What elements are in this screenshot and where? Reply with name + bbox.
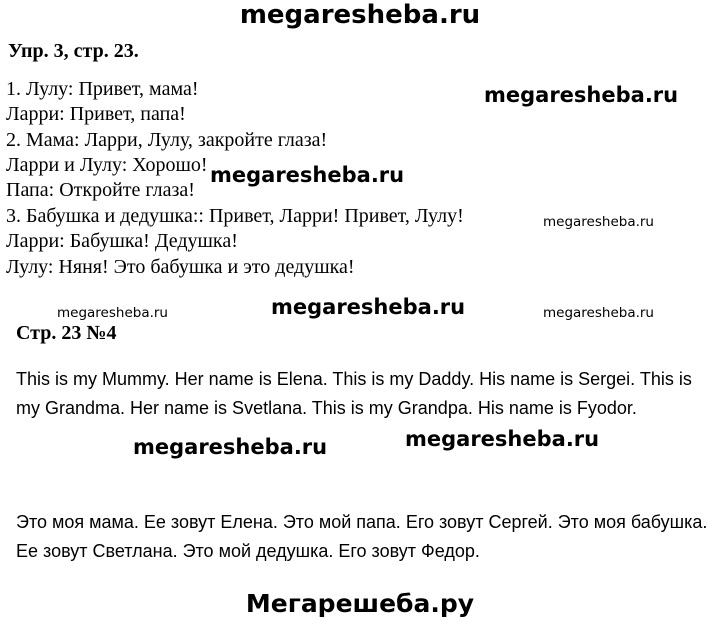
dialogue-line: Ларри: Привет, папа!: [6, 103, 186, 125]
english-paragraph: This is my Mummy. Her name is Elena. This is my Daddy. His name is Sergei. This is my Grandma. Her name is Svetlana. This is my Grandpa. His name is Fyodor.: [16, 369, 692, 418]
dialogue-line: 2. Мама: Ларри, Лулу, закройте глаза!: [6, 129, 328, 151]
watermark: megaresheba.ru: [210, 163, 405, 187]
dialogue-line: Папа: Откройте глаза!: [6, 179, 195, 201]
watermark: megaresheba.ru: [405, 427, 600, 451]
dialogue-line: Ларри: Бабушка! Дедушка!: [6, 230, 238, 252]
dialogue-line: 3. Бабушка и дедушка:: Привет, Ларри! Привет, Лулу!: [6, 205, 464, 227]
watermark: megaresheba.ru: [484, 83, 679, 107]
watermark: megaresheba.ru: [57, 305, 168, 321]
exercise-heading: Упр. 3, стр. 23.: [8, 40, 139, 62]
exercise-heading: Стр. 23 №4: [16, 322, 117, 344]
dialogue-line: 1. Лулу: Привет, мама!: [6, 78, 199, 100]
watermark: megaresheba.ru: [271, 295, 466, 319]
watermark: megaresheba.ru: [133, 435, 328, 459]
watermark: megaresheba.ru: [543, 305, 654, 321]
watermark: megaresheba.ru: [543, 214, 654, 230]
footer-site-title: Мегарешеба.ру: [245, 589, 475, 618]
dialogue-line: Ларри и Лулу: Хорошо!: [6, 154, 208, 176]
site-title: megaresheba.ru: [239, 0, 481, 30]
dialogue-line: Лулу: Няня! Это бабушка и это дедушка!: [6, 256, 355, 278]
russian-paragraph: Это моя мама. Ее зовут Елена. Это мой папа. Его зовут Сергей. Это моя бабушка. Ее зовут Светлана. Это мой дедушка. Его зовут Федор.: [16, 512, 708, 561]
